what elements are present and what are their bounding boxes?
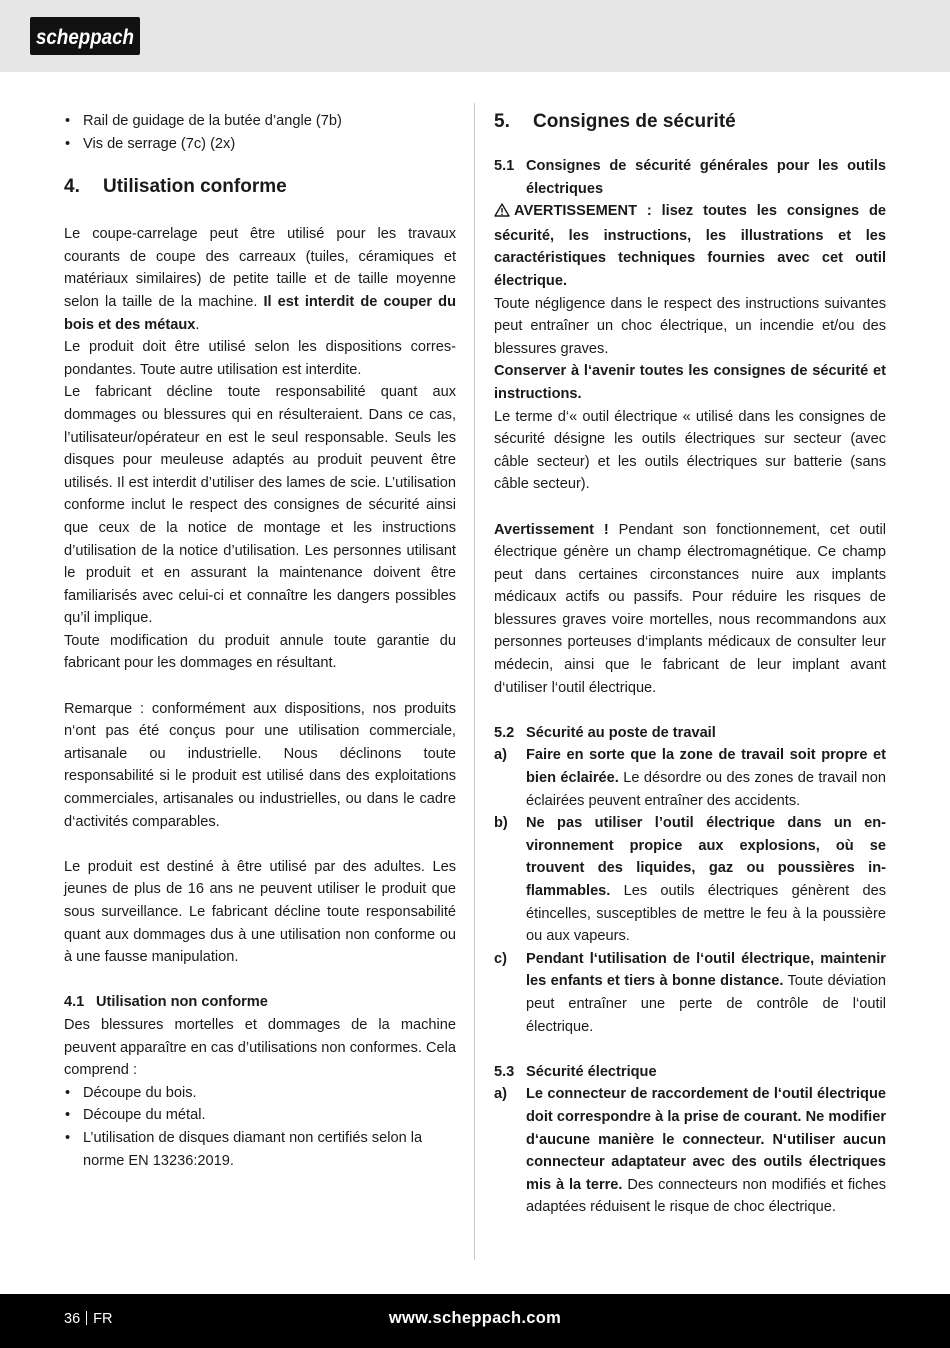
top-bullet-list [64,110,456,155]
warning-triangle-icon [494,202,510,225]
section-5-heading: 5. Consignes de sécurité [494,111,736,132]
section-4-heading: 4. Utilisation conforme [64,176,287,198]
paragraph: Le coupe-carrelage peut être utilisé pour les travaux courants de coupe des carreaux (tuiles, céramiques et matériaux similaires) de petite taille et de taille moyenne selon la taille de la machine. Il est interdit de couper du bois et des métaux. [64,226,456,333]
website-link[interactable]: www.scheppach.com [388,1309,562,1327]
left-column [64,110,456,1172]
paragraph: Le produit doit être utilisé selon les dispositions correspondantes. Toute autre utilisation est interdite. [64,339,456,378]
header-band [0,0,950,72]
paragraph: Conserver à l‘avenir toutes les consignes de sécurité et instructions. [494,363,886,402]
list-item: a) Faire en sorte que la zone de travail soit propre et bien éclairée. Le désordre ou des zones de travail non éclairées peuvent entraîner des accidents. [494,747,887,809]
misuse-bullet-list [64,1082,456,1172]
section-5-1-heading: 5.1 Consignes de sécurité générales pour les outils électriques [494,158,886,197]
section-5-3-heading: 5.3 Sécurité électrique [494,1063,657,1080]
paragraph: Le terme d‘« outil électrique « utilisé dans les consignes de sécurité désigne les outils électriques sur secteur (avec câble secteur) et les outils électriques sur batterie (sans câble secteur). [494,408,886,493]
paragraph: Remarque : conformément aux dispositions, nos produits n‘ont pas été conçus pour une utilisation commerciale, artisanale ou industrielle. Nous déclinons toute responsabilité si le produit est utilisé dans des exploitations commerciales, artisanales ou industrielles, ou dans le cadre d‘activités comparables. [64,700,456,830]
page-number: 36 FR [64,1311,113,1327]
list-item: • L’utilisation de disques diamant non certifiés selon la norme EN 13236:2019. [64,1127,456,1172]
paragraph: Le fabricant décline toute responsabilité quant aux dommages ou blessures qui en résulteraient. Dans ce cas, l’utilisateur/opérateur en est le seul responsable. Seuls les disques pour meuleuse adaptés au produit peuvent être utilisés. Il est interdit d’utiliser des lames de scie. L’utilisation conforme inclut le respect des consignes de sécurité ainsi que ceux de la notice de montage et les instructions d’utilisation de la notice d’utilisation. Les personnes utilisant le produit et en assurant la maintenance doivent être familiarisés avec celui-ci et connaître les dangers possibles qu’il implique. [64,384,456,627]
svg-text:scheppach: scheppach [36,26,134,49]
list-item: • Rail de guidage de la butée d’angle (7b) [64,110,456,133]
paragraph: Avertissement ! Pendant son fonctionnement, cet outil électrique génère un champ électromagnétique. Ce champ peut dans certaines circonstances nuire aux implants médicaux actifs ou passifs. Pour réduire les risques de blessures graves voire mortelles, nous recommandons aux personnes porteuses d‘implants médicaux de consulter leur médecin, ainsi que le fabricant de leur implant avant d‘utiliser l‘outil électrique. [494,521,886,696]
paragraph: Des blessures mortelles et dommages de la machine peuvent apparaître en cas d’utilisations non conformes. Cela comprend : [64,1016,456,1079]
section-5-2-heading: 5.2 Sécurité au poste de travail [494,724,716,741]
warning-paragraph: AVERTISSEMENT : lisez toutes les consignes de sécurité, les instructions, les illustrations et les caractéristiques techniques fournies avec cet outil électrique. [494,203,886,289]
scheppach-logo [30,17,140,55]
paragraph: Toute modification du produit annule toute garantie du fabricant pour les dommages en résultant. [64,632,456,672]
list-item: • Vis de serrage (7c) (2x) [64,133,456,156]
section-4-1-heading: 4.1 Utilisation non conforme [64,994,268,1011]
paragraph: Le produit est destiné à être utilisé par des adultes. Les jeunes de plus de 16 ans ne peuvent utiliser le produit que sous surveillance. Le fabricant décline toute responsabilité quant aux dommages dus à une utilisation non conforme ou à une fausse manipulation. [64,858,456,966]
list-item: c) Pendant l‘utilisation de l‘outil électrique, maintenir les enfants et tiers à bonne distance. Toute déviation peut entraîner une perte de contrôle de l‘outil électrique. [494,950,886,1035]
list-item: b) Ne pas utiliser l’outil électrique dans un environnement propice aux explosions, où se trouvent des liquides, gaz ou poussières inflammables. Les outils électriques génèrent des étincelles, susceptibles de mettre le feu à la poussière ou aux vapeurs. [494,815,886,945]
workplace-safety-list [494,744,886,1038]
electrical-safety-list [494,1083,886,1219]
list-item: • Découpe du bois. [64,1082,456,1105]
column-divider [474,103,475,1260]
footer-band [0,1294,950,1348]
list-item: • Découpe du métal. [64,1104,456,1127]
right-column [494,110,886,1219]
paragraph: Toute négligence dans le respect des instructions suivantes peut entraîner un choc électrique, un incendie et/ou des blessures graves. [494,295,886,357]
list-item: a) Le connecteur de raccordement de l‘outil électrique doit correspondre à la prise de courant. Ne modifier d‘aucune manière le connecteur. N‘utiliser aucun connecteur adaptateur avec des outils électriques mis à la terre. Des connecteurs non modifiés et fiches adaptées réduisent le risque de choc électrique. [494,1086,886,1216]
